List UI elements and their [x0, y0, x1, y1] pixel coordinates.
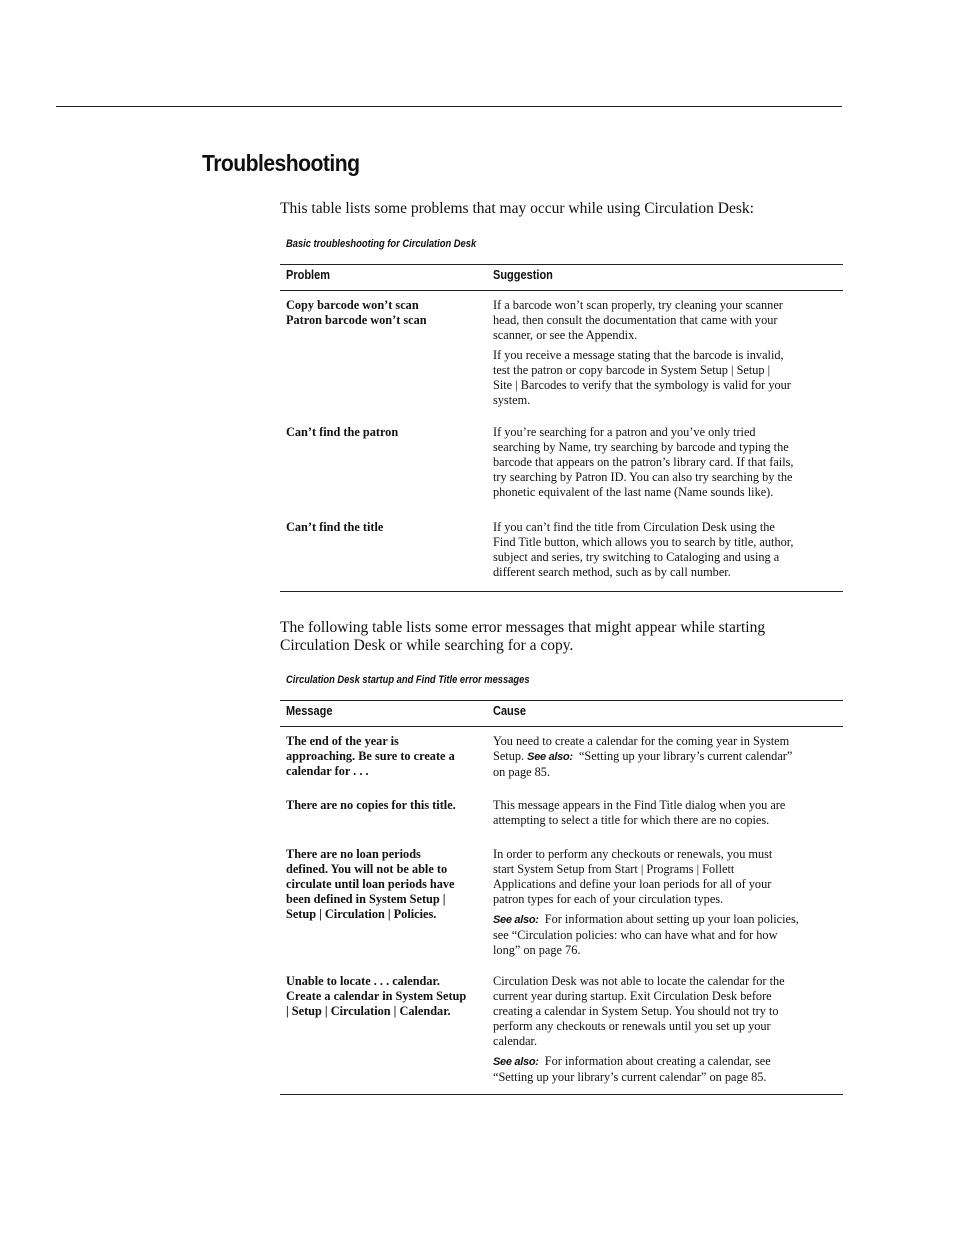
problem-cell: Copy barcode won’t scan Patron barcode won’t scan — [286, 298, 427, 327]
table2-caption: Circulation Desk startup and Find Title error messages — [286, 674, 530, 686]
cause-cell — [493, 974, 838, 1090]
page-title: Troubleshooting — [202, 150, 360, 176]
see-also-paragraph: See also: For information about setting up your loan policies, see “Circulation policies: who can have what and for how long” on page 76. — [493, 912, 799, 957]
message-cell: The end of the year is approaching. Be sure to create a calendar for . . . — [286, 734, 455, 778]
suggestion-cell — [493, 425, 838, 505]
suggestion-paragraph: If you receive a message stating that the barcode is invalid, test the patron or copy barcode in System Setup | Setup | Site | Barcodes to verify that the symbology is valid for your system. — [493, 348, 791, 407]
suggestion-paragraph: If you’re searching for a patron and you’ve only tried searching by Name, try searching by barcode and typing the barcode that appears on the patron’s library card. If that fails, try searching by Patron ID. You can also try searching by the phonetic equivalent of the last name (Name sounds like). — [493, 425, 794, 499]
column-header-message: Message — [286, 704, 333, 718]
suggestion-paragraph: If a barcode won’t scan properly, try cleaning your scanner head, then consult the documentation that came with your scanner, or see the Appendix. — [493, 298, 783, 342]
see-also-paragraph: See also: For information about creating a calendar, see “Setting up your library’s current calendar” on page 85. — [493, 1054, 771, 1084]
see-also-label: See also: — [493, 1056, 539, 1068]
suggestion-paragraph: If you can’t find the title from Circulation Desk using the Find Title button, which allows you to search by title, author, subject and series, try switching to Cataloging and using a different search method, such as by call number. — [493, 520, 794, 579]
second-paragraph: The following table lists some error messages that might appear while starting Circulation Desk or while searching for a copy. — [280, 619, 766, 654]
column-header-suggestion: Suggestion — [493, 268, 553, 282]
suggestion-cell — [493, 520, 838, 585]
cause-paragraph: Circulation Desk was not able to locate the calendar for the current year during startup. Exit Circulation Desk before creating a calendar in System Setup. You should not try to perform any checkouts or renewals until you set up your calendar. — [493, 974, 785, 1048]
cause-paragraph: In order to perform any checkouts or renewals, you must start System Setup from Start | Programs | Follett Applications and define your loan periods for all of your patron types for each of your circulation types. — [493, 847, 773, 906]
suggestion-cell — [493, 298, 838, 413]
table-header — [280, 265, 843, 291]
problem-cell: Can’t find the patron — [286, 425, 399, 439]
cause-paragraph: You need to create a calendar for the coming year in System Setup. See also: “Setting up your library’s current calendar” on page 85. — [493, 734, 793, 779]
troubleshooting-table — [280, 264, 843, 592]
cause-cell — [493, 734, 838, 785]
top-rule — [56, 106, 842, 107]
cause-paragraph: This message appears in the Find Title dialog when you are attempting to select a title for which there are no copies. — [493, 798, 786, 827]
message-cell: Unable to locate . . . calendar. Create a calendar in System Setup | Setup | Circulation | Calendar. — [286, 974, 467, 1018]
cause-cell — [493, 798, 838, 833]
table-header — [280, 701, 843, 727]
message-cell: There are no loan periods defined. You will not be able to circulate until loan periods have been defined in System Setup | Setup | Circulation | Policies. — [286, 847, 455, 921]
cause-cell — [493, 847, 838, 963]
error-messages-table — [280, 700, 843, 1095]
column-header-cause: Cause — [493, 704, 527, 718]
intro-paragraph: This table lists some problems that may occur while using Circulation Desk: — [280, 200, 754, 217]
see-also-label: See also: — [493, 914, 539, 926]
see-also-label: See also: — [527, 751, 573, 763]
table1-caption: Basic troubleshooting for Circulation Desk — [286, 238, 477, 250]
message-cell: There are no copies for this title. — [286, 798, 456, 812]
problem-cell: Can’t find the title — [286, 520, 384, 534]
column-header-problem: Problem — [286, 268, 331, 282]
